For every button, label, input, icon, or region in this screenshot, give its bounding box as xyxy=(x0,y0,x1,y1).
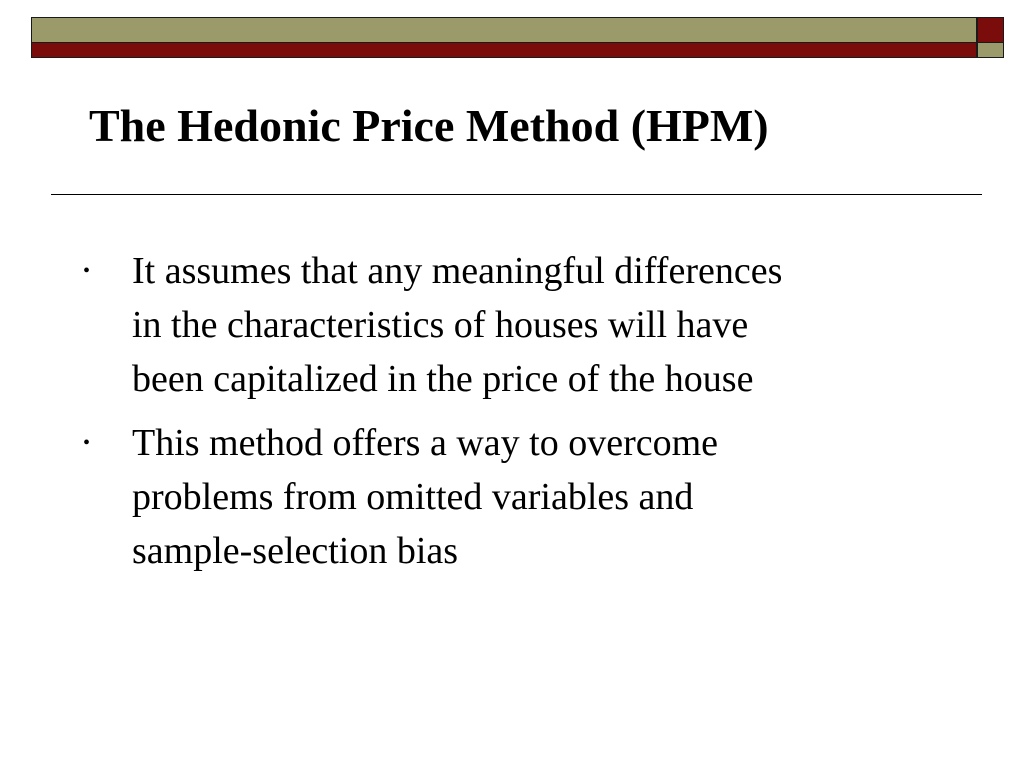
bullet-marker: • xyxy=(83,260,91,282)
corner-olive-square xyxy=(977,42,1004,58)
bullet-text-line: sample-selection bias xyxy=(132,530,459,572)
slide-title: The Hedonic Price Method (HPM) xyxy=(89,100,769,151)
banner-maroon-bar xyxy=(31,42,977,58)
bullet-text-line: problems from omitted variables and xyxy=(132,476,694,518)
bullet-text-line: It assumes that any meaningful differences xyxy=(132,250,783,292)
bullet-text-line: been capitalized in the price of the house xyxy=(132,358,754,400)
bullet-list xyxy=(78,244,958,588)
bullet-item xyxy=(78,416,958,578)
bullet-item xyxy=(78,244,958,406)
corner-maroon-square xyxy=(977,17,1004,42)
banner-olive-bar xyxy=(31,17,977,42)
bullet-marker: • xyxy=(83,432,91,454)
title-divider xyxy=(51,194,982,195)
bullet-text-line: This method offers a way to overcome xyxy=(132,422,719,464)
bullet-text-line: in the characteristics of houses will have xyxy=(132,304,749,346)
